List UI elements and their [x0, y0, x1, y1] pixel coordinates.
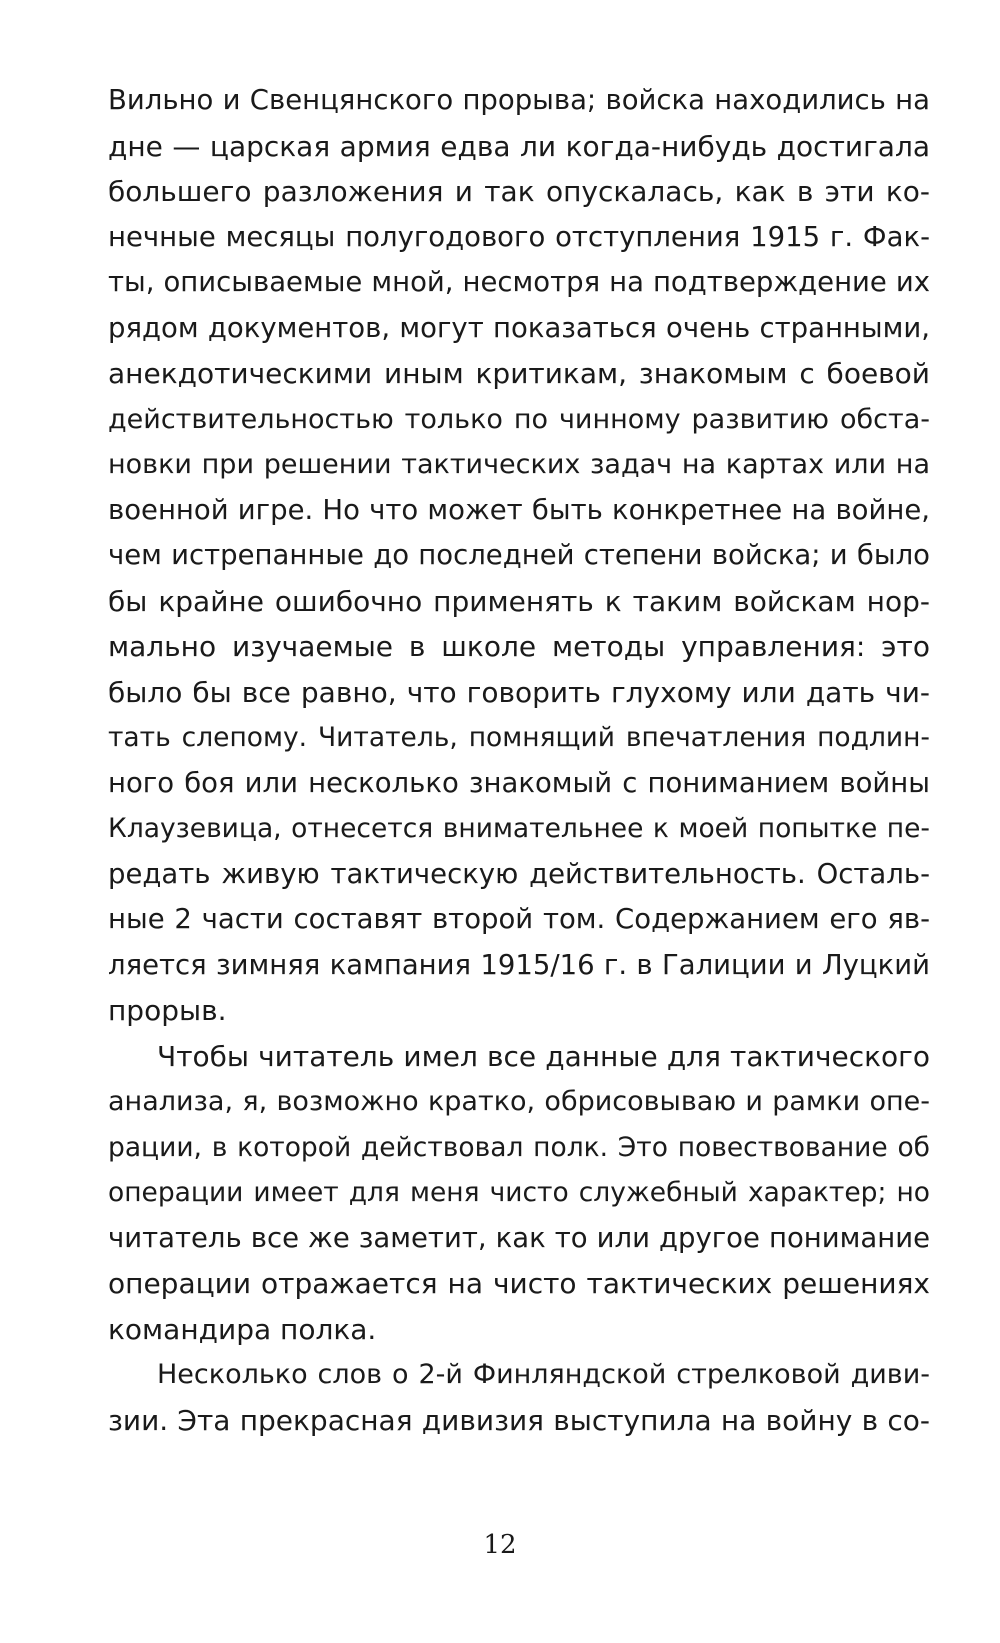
- text-line: ляется зимняя кампания 1915/16 г. в Галиции и Луцкий: [108, 948, 930, 981]
- text-line: Чтобы читатель имел все данные для тактического: [157, 1039, 930, 1073]
- text-line: дне — царская армия едва ли когда-нибудь достигала: [108, 129, 930, 163]
- text-line: редать живую тактическую действительность. Осталь-: [108, 857, 930, 890]
- text-line: анекдотическими иным критикам, знакомым с боевой: [108, 357, 930, 390]
- body-text: [108, 78, 930, 1443]
- text-line: ты, описываемые мной, несмотря на подтверждение их: [108, 266, 930, 298]
- text-line: рядом документов, могут показаться очень странными,: [108, 311, 930, 344]
- text-line: Клаузевица, отнесется внимательнее к моей попытке пе-: [108, 813, 930, 844]
- text-line: операции имеет для меня чисто служебный характер; но: [108, 1177, 930, 1208]
- text-line: читатель все же заметит, как то или другое понимание: [108, 1221, 930, 1254]
- page-number: 12: [483, 1530, 517, 1560]
- text-line: анализа, я, возможно кратко, обрисовываю и рамки опе-: [108, 1086, 930, 1117]
- text-line: чем истрепанные до последней степени войска; и было: [108, 539, 930, 571]
- text-line: было бы все равно, что говорить глухому или дать чи-: [108, 675, 930, 709]
- text-line: Несколько слов о 2-й Финляндской стрелковой диви-: [157, 1359, 930, 1390]
- text-line: нечные месяцы полугодового отступления 1915 г. Фак-: [108, 220, 930, 253]
- text-line: действительностью только по чинному развитию обста-: [108, 403, 930, 435]
- text-line: ные 2 части составят второй том. Содержанием его яв-: [108, 903, 930, 935]
- text-line: ного боя или несколько знакомый с пониманием войны: [108, 766, 930, 799]
- text-line: мально изучаемые в школе методы управления: это: [108, 630, 930, 663]
- text-line: бы крайне ошибочно применять к таким войскам нор-: [108, 584, 930, 618]
- text-line: командира полка.: [108, 1312, 377, 1346]
- text-line: рации, в которой действовал полк. Это повествование об: [108, 1131, 930, 1163]
- text-line: новки при решении тактических задач на картах или на: [108, 449, 930, 480]
- text-line: большего разложения и так опускалась, как в эти ко-: [108, 175, 930, 208]
- text-line: зии. Эта прекрасная дивизия выступила на войну в со-: [108, 1403, 930, 1437]
- text-line: операции отражается на чисто тактических решениях: [108, 1267, 930, 1300]
- text-line: тать слепому. Читатель, помнящий впечатления подлин-: [108, 722, 930, 753]
- text-line: Вильно и Свенцянского прорыва; войска находились на: [108, 84, 930, 116]
- text-line: прорыв.: [108, 994, 227, 1027]
- text-line: военной игре. Но что может быть конкретнее на войне,: [108, 493, 930, 526]
